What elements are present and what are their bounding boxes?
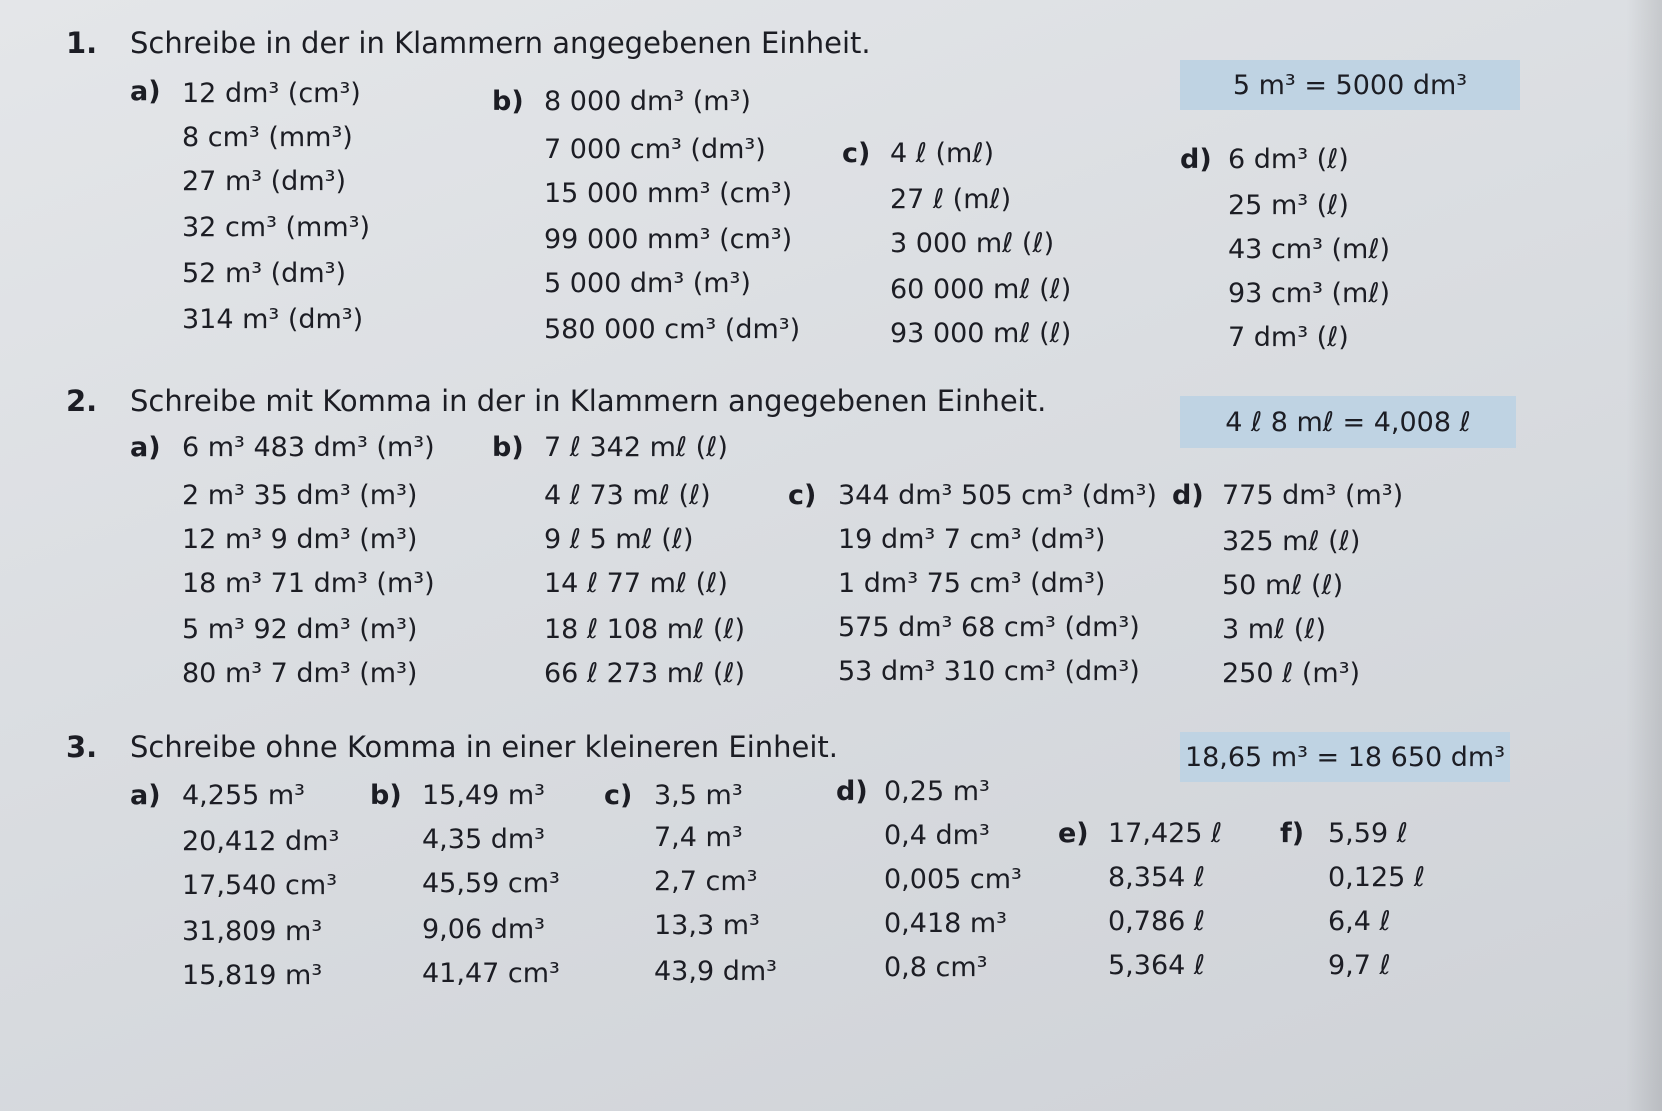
task2a-item: 5 m³ 92 dm³ (m³) <box>182 614 418 645</box>
task1c-item: 93 000 mℓ (ℓ) <box>890 318 1072 349</box>
task3b-item: 4,35 dm³ <box>422 824 545 855</box>
task3a-item: 15,819 m³ <box>182 960 323 991</box>
task2d-item: 325 mℓ (ℓ) <box>1222 526 1361 557</box>
task1b-item: 580 000 cm³ (dm³) <box>544 314 801 345</box>
task2c-item: 53 dm³ 310 cm³ (dm³) <box>838 656 1140 687</box>
task2d-label: d) <box>1172 480 1204 511</box>
task1b-item: 5 000 dm³ (m³) <box>544 268 751 299</box>
task2d-item: 775 dm³ (m³) <box>1222 480 1404 511</box>
task2c-item: 1 dm³ 75 cm³ (dm³) <box>838 568 1106 599</box>
task1b-item: 99 000 mm³ (cm³) <box>544 224 793 255</box>
task1-heading <box>66 26 871 60</box>
task2d-item: 250 ℓ (m³) <box>1222 658 1361 689</box>
task3e-item: 8,354 ℓ <box>1108 862 1206 893</box>
task3d-item: 0,25 m³ <box>884 776 990 807</box>
task2a-label: a) <box>130 432 161 463</box>
task2b-item: 7 ℓ 342 mℓ (ℓ) <box>544 432 728 463</box>
task1d-label: d) <box>1180 144 1212 175</box>
task3c-item: 2,7 cm³ <box>654 866 758 897</box>
task2a-item: 80 m³ 7 dm³ (m³) <box>182 658 418 689</box>
task3d-item: 0,8 cm³ <box>884 952 988 983</box>
task2-title: Schreibe mit Komma in der in Klammern angegebenen Einheit. <box>130 384 1047 418</box>
task3d-item: 0,005 cm³ <box>884 864 1022 895</box>
task1b-item: 8 000 dm³ (m³) <box>544 86 751 117</box>
task2a-item: 18 m³ 71 dm³ (m³) <box>182 568 435 599</box>
task1b-label: b) <box>492 86 524 117</box>
task2b-item: 9 ℓ 5 mℓ (ℓ) <box>544 524 694 555</box>
task2c-item: 575 dm³ 68 cm³ (dm³) <box>838 612 1140 643</box>
task1c-item: 60 000 mℓ (ℓ) <box>890 274 1072 305</box>
task3-example: 18,65 m³ = 18 650 dm³ <box>1184 741 1506 773</box>
task3e-item: 0,786 ℓ <box>1108 906 1206 937</box>
task3b-label: b) <box>370 780 402 811</box>
task3b-item: 15,49 m³ <box>422 780 546 811</box>
task3d-label: d) <box>836 776 868 807</box>
task3c-item: 43,9 dm³ <box>654 956 777 987</box>
task3c-item: 3,5 m³ <box>654 780 743 811</box>
task1d-item: 6 dm³ (ℓ) <box>1228 144 1349 175</box>
task1a-item: 32 cm³ (mm³) <box>182 212 370 243</box>
task1a-item: 8 cm³ (mm³) <box>182 122 353 153</box>
task1a-item: 12 dm³ (cm³) <box>182 78 361 109</box>
task1d-item: 25 m³ (ℓ) <box>1228 190 1349 221</box>
page-edge-shadow <box>1626 0 1662 1111</box>
task3c-item: 13,3 m³ <box>654 910 760 941</box>
task3c-item: 7,4 m³ <box>654 822 743 853</box>
task3f-item: 5,59 ℓ <box>1328 818 1408 849</box>
task3b-item: 45,59 cm³ <box>422 868 560 899</box>
task1-number: 1. <box>66 26 98 60</box>
task3f-item: 0,125 ℓ <box>1328 862 1426 893</box>
task2-example-box <box>1180 396 1516 448</box>
task1c-item: 3 000 mℓ (ℓ) <box>890 228 1055 259</box>
task2b-label: b) <box>492 432 524 463</box>
task1b-item: 15 000 mm³ (cm³) <box>544 178 793 209</box>
task3a-item: 17,540 cm³ <box>182 870 338 901</box>
task1-example-box <box>1180 60 1520 110</box>
task1-example: 5 m³ = 5000 dm³ <box>1232 69 1468 101</box>
task1c-item: 4 ℓ (mℓ) <box>890 138 995 169</box>
task3e-label: e) <box>1058 818 1089 849</box>
task1b-item: 7 000 cm³ (dm³) <box>544 134 766 165</box>
task2c-label: c) <box>788 480 817 511</box>
task3b-item: 41,47 cm³ <box>422 958 560 989</box>
task1a-item: 27 m³ (dm³) <box>182 166 346 197</box>
task2a-item: 6 m³ 483 dm³ (m³) <box>182 432 435 463</box>
task3a-item: 4,255 m³ <box>182 780 306 811</box>
task1a-item: 314 m³ (dm³) <box>182 304 364 335</box>
task1c-label: c) <box>842 138 871 169</box>
task3e-item: 17,425 ℓ <box>1108 818 1223 849</box>
task3f-item: 9,7 ℓ <box>1328 950 1391 981</box>
task3d-item: 0,4 dm³ <box>884 820 990 851</box>
task2b-item: 18 ℓ 108 mℓ (ℓ) <box>544 614 746 645</box>
task3a-item: 20,412 dm³ <box>182 826 340 857</box>
task3f-label: f) <box>1280 818 1305 849</box>
task3b-item: 9,06 dm³ <box>422 914 545 945</box>
task1a-label: a) <box>130 76 161 107</box>
task2-number: 2. <box>66 384 98 418</box>
task1d-item: 93 cm³ (mℓ) <box>1228 278 1391 309</box>
task3a-label: a) <box>130 780 161 811</box>
task1d-item: 7 dm³ (ℓ) <box>1228 322 1349 353</box>
task2d-item: 3 mℓ (ℓ) <box>1222 614 1327 645</box>
task2a-item: 12 m³ 9 dm³ (m³) <box>182 524 418 555</box>
task3-title: Schreibe ohne Komma in einer kleineren Einheit. <box>130 730 838 764</box>
task2c-item: 344 dm³ 505 cm³ (dm³) <box>838 480 1157 511</box>
task2b-item: 4 ℓ 73 mℓ (ℓ) <box>544 480 711 511</box>
task2b-item: 66 ℓ 273 mℓ (ℓ) <box>544 658 746 689</box>
task3-heading <box>66 730 838 764</box>
task2-example: 4 ℓ 8 mℓ = 4,008 ℓ <box>1225 406 1471 438</box>
task2-heading <box>66 384 1046 418</box>
task1d-item: 43 cm³ (mℓ) <box>1228 234 1391 265</box>
task3f-item: 6,4 ℓ <box>1328 906 1391 937</box>
task2b-item: 14 ℓ 77 mℓ (ℓ) <box>544 568 728 599</box>
task1-title: Schreibe in der in Klammern angegebenen Einheit. <box>130 26 871 60</box>
task3-example-box <box>1180 732 1510 782</box>
task3d-item: 0,418 m³ <box>884 908 1008 939</box>
task2a-item: 2 m³ 35 dm³ (m³) <box>182 480 418 511</box>
task3-number: 3. <box>66 730 98 764</box>
task1c-item: 27 ℓ (mℓ) <box>890 184 1012 215</box>
task1a-item: 52 m³ (dm³) <box>182 258 346 289</box>
task2c-item: 19 dm³ 7 cm³ (dm³) <box>838 524 1106 555</box>
task3e-item: 5,364 ℓ <box>1108 950 1206 981</box>
task3a-item: 31,809 m³ <box>182 916 323 947</box>
task3c-label: c) <box>604 780 633 811</box>
task2d-item: 50 mℓ (ℓ) <box>1222 570 1344 601</box>
